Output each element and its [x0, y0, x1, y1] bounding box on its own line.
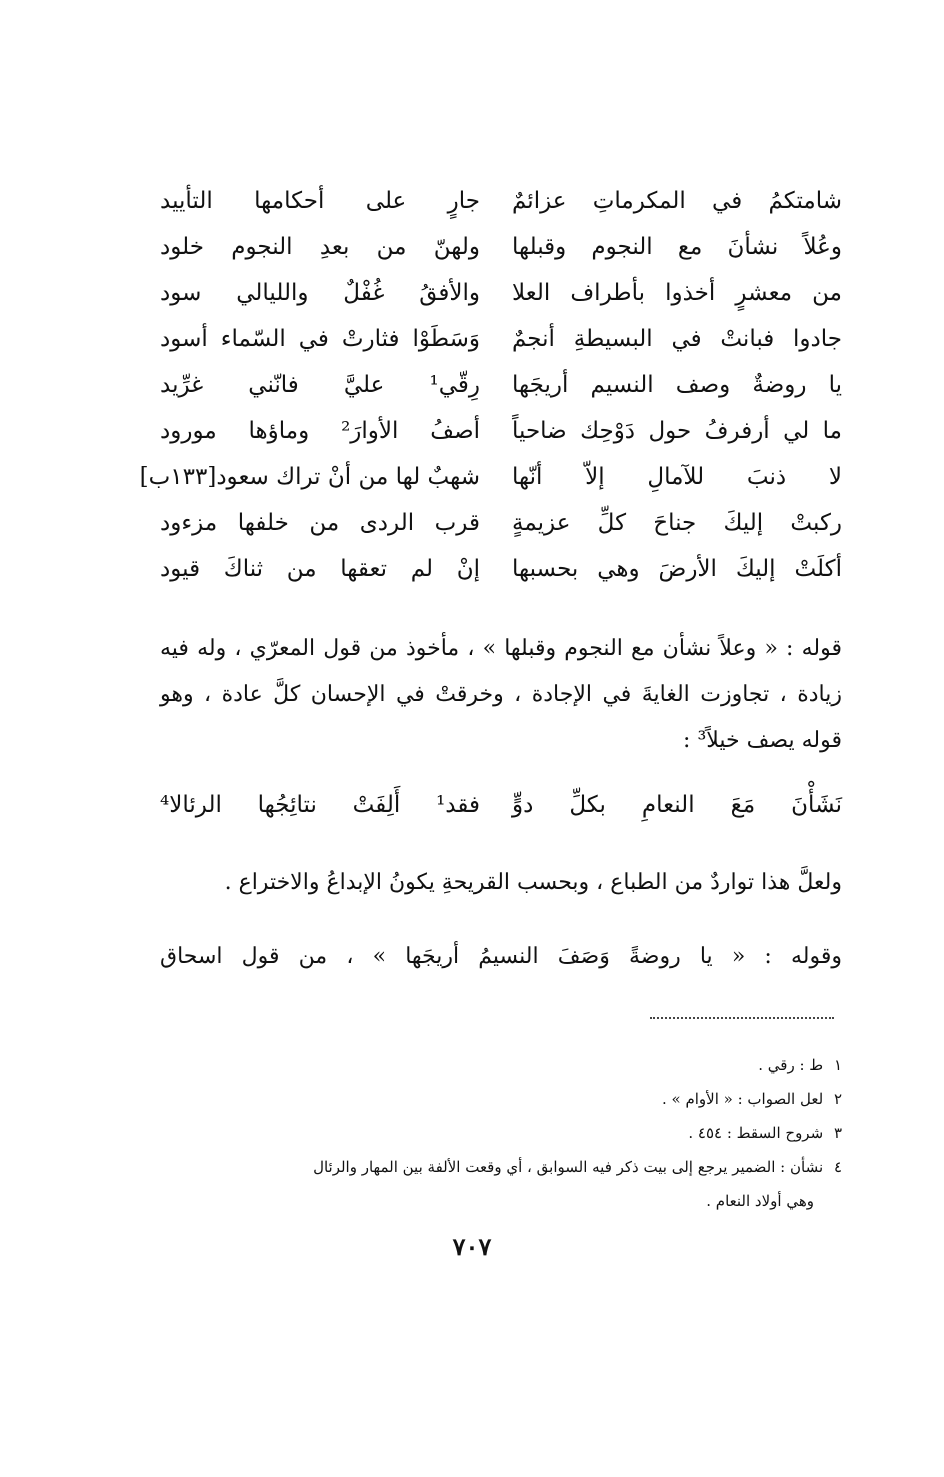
- verse-second-hemistich: وَسَطَوْا فثارتْ في السّماء أسود: [160, 326, 480, 352]
- footnote: [160, 1048, 842, 1082]
- verse-first-hemistich: من معشرٍ أخذوا بأطراف العلا: [512, 280, 842, 306]
- footnote-continuation: [160, 1184, 842, 1218]
- verse-second-hemistich: رِقّي¹ عليَّ فانّني غرِّيد: [160, 372, 480, 398]
- footnote-number: ٣: [833, 1124, 842, 1142]
- footnote-separator: [650, 1017, 834, 1019]
- verse-first-hemistich: شامتكمُ في المكرماتِ عزائمٌ: [512, 188, 842, 214]
- verse-second-hemistich: أصفُ الأوارَ² وماؤها مورود: [160, 418, 480, 444]
- verse-first-hemistich: جادوا فبانتْ في البسيطةِ أنجمٌ: [512, 326, 842, 352]
- verse-second-hemistich: والأفقُ غُفْلٌ والليالي سود: [160, 280, 480, 306]
- verse-first-hemistich: ركبتْ إليكَ جناحَ كلِّ عزيمةٍ: [512, 510, 842, 536]
- footnote: [160, 1116, 842, 1150]
- footnote-number: ٢: [833, 1090, 842, 1108]
- commentary-paragraph: وقوله : « يا روضةً وَصَفَ النسيمُ أريجَها » ، من قول اسحاق: [160, 944, 842, 969]
- verse: [160, 500, 842, 546]
- verse: [139, 454, 842, 500]
- commentary-paragraph: ولعلَّ هذا تواردٌ من الطباع ، وبحسب القريحةِ يكونُ الإبداعُ والاختراع .: [224, 870, 842, 895]
- page-number: ٧٠٧: [452, 1232, 492, 1261]
- verse: [160, 270, 842, 316]
- footnotes: [160, 1048, 842, 1218]
- verse-second-hemistich: ولهنّ من بعدِ النجوم خلود: [160, 234, 480, 260]
- footnote-text: وهي أولاد النعام .: [706, 1192, 814, 1210]
- verse: [160, 316, 842, 362]
- verse-second-hemistich: قرب الردى من خلفها مزءود: [160, 510, 480, 536]
- verse-first-hemistich: وعُلاً نشأنَ مع النجوم وقبلها: [512, 234, 842, 260]
- footnote-text: ط : رقي .: [758, 1056, 824, 1074]
- verse: [160, 224, 842, 270]
- verse-second-hemistich: شهبٌ لها من أنْ تراك سعود[١٣٣ب]: [139, 464, 480, 490]
- quoted-verse: [160, 782, 842, 828]
- verse: [160, 362, 842, 408]
- verse-first-hemistich: ما لي أرفرفُ حول دَوْحِك ضاحياً: [512, 418, 842, 444]
- verse-first-hemistich: لا ذنبَ للآمالِ إلاّ أنّها: [512, 464, 842, 490]
- quoted-verse-first-hemistich: نَشَأْنَ مَعَ النعامِ بكلِّ دوٍّ: [512, 792, 842, 818]
- footnote-number: ٤: [833, 1158, 842, 1176]
- verse-second-hemistich: إنْ لم تعقها من ثناكَ قيود: [160, 556, 480, 582]
- footnote: [160, 1082, 842, 1116]
- quoted-verse-second-hemistich: فقد¹ أَلِفَتْ نتائِجُها الرئالا⁴: [160, 792, 480, 818]
- verse-first-hemistich: يا روضةٌ وصف النسيم أريجَها: [512, 372, 842, 398]
- verse: [160, 178, 842, 224]
- poem: [139, 178, 842, 592]
- verse: [160, 546, 842, 592]
- verse: [160, 408, 842, 454]
- verse-second-hemistich: جارٍ على أحكامها التأييد: [160, 188, 480, 214]
- footnote: [160, 1150, 842, 1184]
- footnote-text: لعل الصواب : « الأوام » .: [662, 1090, 824, 1108]
- footnote-number: ١: [833, 1056, 842, 1074]
- footnote-text: شروح السقط : ٤٥٤ .: [688, 1124, 824, 1142]
- commentary-paragraph: قوله : « وعلاً نشأن مع النجوم وقبلها » ، مأخوذ من قول المعرّي ، وله فيه زيادة ، تجاوزت الغايةَ في الإجادة ، وخرقتْ في الإحسان كلَّ عادة ، وهو قوله يصف خيلاً³ :: [160, 636, 842, 753]
- footnote-text: نشأن : الضمير يرجع إلى بيت ذكر فيه السوابق ، أي وقعت الألفة بين المهار والرئال: [313, 1158, 824, 1176]
- verse-first-hemistich: أكلَتْ إليكَ الأرضَ وهي بحسبها: [512, 556, 842, 582]
